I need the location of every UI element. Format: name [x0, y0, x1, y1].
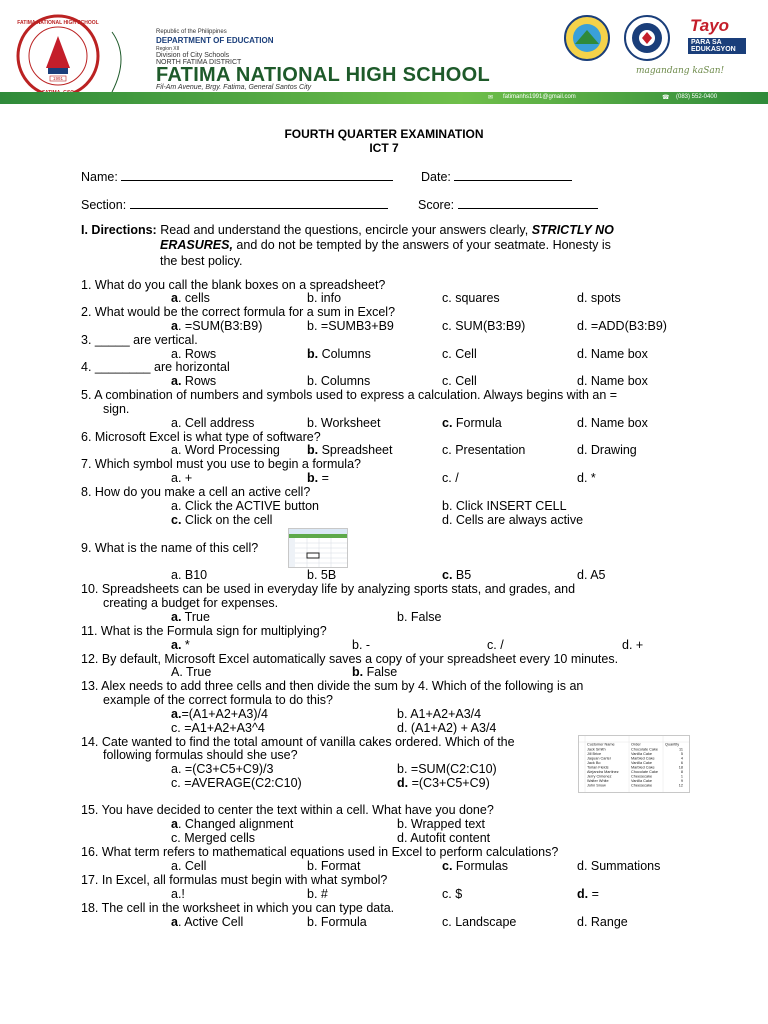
table14-cell: Marbled Cake	[631, 765, 655, 770]
q10-a-marker: a.	[171, 610, 182, 624]
q17-option-b[interactable]: b. #	[307, 887, 328, 901]
seal-year: 1991	[52, 76, 64, 81]
score-blank[interactable]	[458, 197, 598, 209]
name-field[interactable]	[81, 169, 393, 184]
question-17: 17. In Excel, all formulas must begin with what symbol?	[81, 873, 388, 887]
question-7: 7. Which symbol must you use to begin a formula?	[81, 457, 361, 471]
directions-line-3: the best policy.	[160, 254, 243, 268]
q18-option-a[interactable]: a. Active Cell	[171, 915, 244, 929]
q18-option-c[interactable]: c. Landscape	[442, 915, 517, 929]
q14-option-d[interactable]: d. =(C3+C5+C9)	[397, 776, 490, 790]
q18-option-b[interactable]: b. Formula	[307, 915, 367, 929]
question-5-cont: sign.	[103, 402, 130, 416]
table14-header-qty: Quantity	[665, 742, 680, 747]
q5-option-c[interactable]: c. Formula	[442, 416, 502, 430]
q3-b-marker: b.	[307, 347, 319, 361]
question-18: 18. The cell in the worksheet in which you can type data.	[81, 901, 395, 915]
q9-option-a[interactable]: a. B10	[171, 568, 208, 582]
seal-text-top: FATIMA NATIONAL HIGH SCHOOL	[17, 20, 99, 26]
table14-cell: 8	[680, 770, 683, 774]
q3-option-c[interactable]: c. Cell	[442, 347, 477, 361]
q5-option-b[interactable]: b. Worksheet	[307, 416, 381, 430]
exam-subject: ICT 7	[369, 141, 399, 155]
q5-option-d[interactable]: d. Name box	[577, 416, 648, 430]
q4-option-b[interactable]: b. Columns	[307, 374, 371, 388]
q6-b-marker: b.	[307, 443, 319, 457]
date-label: Date:	[421, 170, 451, 184]
question-14: 14. Cate wanted to find the total amount of vanilla cakes ordered. Which of the	[81, 735, 515, 749]
question-15: 15. You have decided to center the text within a cell. What have you done?	[81, 803, 494, 817]
q7-option-c[interactable]: c. /	[442, 471, 459, 485]
q12-option-a[interactable]: A. True	[171, 665, 212, 679]
q18-a-marker: a	[171, 915, 178, 929]
q1-option-a[interactable]: a. cells	[171, 291, 210, 305]
q18-option-d[interactable]: d. Range	[577, 915, 628, 929]
q8-option-b[interactable]: b. Click INSERT CELL	[442, 499, 567, 513]
q3-option-a[interactable]: a. Rows	[171, 347, 217, 361]
q11-option-a[interactable]: a. *	[171, 638, 190, 652]
q15-option-a[interactable]: a. Changed alignment	[171, 817, 294, 831]
school-name: FATIMA NATIONAL HIGH SCHOOL	[156, 64, 491, 86]
question-16: 16. What term refers to mathematical equations used in Excel to perform calculations?	[81, 845, 559, 859]
q13-option-b[interactable]: b. A1+A2+A3/4	[397, 707, 482, 721]
q15-option-c[interactable]: c. Merged cells	[171, 831, 256, 845]
table14-cell: Chocolate Cake	[631, 747, 659, 752]
table14-cell: 4	[680, 756, 683, 761]
q12-option-b[interactable]: b. False	[352, 665, 398, 679]
question-10-cont: creating a budget for expenses.	[103, 596, 279, 610]
table14-cell: Jerry Cimenez	[587, 774, 612, 779]
question-4: 4. ________ are horizontal	[81, 360, 230, 374]
table14-cell: Jaquan Carter	[587, 756, 612, 761]
q1-option-d[interactable]: d. spots	[577, 291, 621, 305]
directions-label: I. Directions:	[81, 223, 157, 237]
table14-cell: 5	[680, 752, 683, 756]
q7-option-d[interactable]: d. *	[577, 471, 596, 485]
question-10: 10. Spreadsheets can be used in everyday life by analyzing sports stats, and grades, and	[81, 582, 576, 596]
table14-cell: 9	[680, 779, 683, 783]
question-11: 11. What is the Formula sign for multiplying?	[81, 624, 327, 638]
q11-option-c[interactable]: c. /	[487, 638, 504, 652]
q15-option-d[interactable]: d. Autofit content	[397, 831, 491, 845]
question-8: 8. How do you make a cell an active cell?	[81, 485, 311, 499]
q6-option-d[interactable]: d. Drawing	[577, 443, 637, 457]
school-phone: (083) 552-0400	[676, 94, 718, 100]
question-13-cont: example of the correct formula to do this?	[103, 693, 333, 707]
table14-cell: Walter White	[587, 779, 609, 783]
tayo-brand: Tayo	[690, 16, 730, 35]
district-line: NORTH FATIMA DISTRICT	[156, 59, 242, 66]
question-3: 3. _____ are vertical.	[81, 333, 198, 347]
mail-icon: ✉	[488, 95, 494, 101]
q17-option-a[interactable]: a.!	[171, 887, 185, 901]
table14-header-order: Order	[631, 742, 641, 747]
q13-option-a[interactable]: a.=(A1+A2+A3)/4	[171, 707, 268, 721]
tayo-tagline: PARA SA EDUKASYON	[688, 38, 746, 54]
table14-cell: Jack Smith	[587, 747, 606, 752]
section-blank[interactable]	[130, 197, 388, 209]
q7-b-marker: b.	[307, 471, 319, 485]
q10-option-b[interactable]: b. False	[397, 610, 442, 624]
table14-cell: Marbled Cake	[631, 756, 655, 761]
q4-option-c[interactable]: c. Cell	[442, 374, 477, 388]
q11-option-b[interactable]: b. -	[352, 638, 371, 652]
q16-c-marker: c.	[442, 859, 453, 873]
q7-option-b[interactable]: b. =	[307, 471, 329, 485]
q15-a-marker: a	[171, 817, 178, 831]
q1-option-b[interactable]: b. info	[307, 291, 342, 305]
region-line: Region XII	[156, 46, 180, 52]
q16-option-b[interactable]: b. Format	[307, 859, 361, 873]
deped-seal-icon	[622, 14, 672, 62]
q8-option-d[interactable]: d. Cells are always active	[442, 513, 584, 527]
q4-a-marker: a.	[171, 374, 182, 388]
q1-option-c[interactable]: c. squares	[442, 291, 500, 305]
department-line: DEPARTMENT OF EDUCATION	[156, 36, 274, 45]
tayo-logo	[684, 14, 746, 54]
school-seal-icon	[12, 12, 150, 102]
header-stripe	[0, 92, 768, 104]
question-9: 9. What is the name of this cell?	[81, 541, 259, 555]
slogan: magandang kaSan!	[636, 66, 725, 76]
q14-option-a[interactable]: a. =(C3+C5+C9)/3	[171, 762, 274, 776]
directions-emphasis-1: STRICTLY NO	[531, 223, 614, 237]
q13-a-marker: a.	[171, 707, 182, 721]
q8-c-marker: c.	[171, 513, 182, 527]
q5-option-a[interactable]: a. Cell address	[171, 416, 255, 430]
q11-a-marker: a.	[171, 638, 182, 652]
q6-option-c[interactable]: c. Presentation	[442, 443, 526, 457]
city-seal-icon	[562, 14, 612, 62]
q6-option-a[interactable]: a. Word Processing	[171, 443, 280, 457]
table14-cell: 12	[678, 783, 683, 788]
table14-cell: Torian Fields	[587, 765, 609, 770]
exam-title: FOURTH QUARTER EXAMINATION	[284, 127, 484, 141]
table14-cell: John Snow	[587, 783, 606, 788]
table14-cell: Alejandra Martinez	[587, 770, 619, 774]
q2-option-a[interactable]: a. =SUM(B3:B9)	[171, 319, 263, 333]
q13-option-d[interactable]: d. (A1+A2) + A3/4	[397, 721, 497, 735]
q4-option-d[interactable]: d. Name box	[577, 374, 648, 388]
phone-icon: ☎	[662, 95, 670, 101]
q12-b-marker: b.	[352, 665, 364, 679]
q11-option-d[interactable]: d. +	[622, 638, 644, 652]
directions-text-2: and do not be tempted by the answers of your seatmate. Honesty is	[232, 238, 611, 252]
table14-cell: Vanilla Cake	[631, 761, 653, 765]
excel-cell-screenshot	[288, 528, 348, 568]
name-blank[interactable]	[121, 169, 393, 181]
q9-option-c[interactable]: c. B5	[442, 568, 472, 582]
question-14-cont: following formulas should she use?	[103, 748, 298, 762]
q15-option-b[interactable]: b. Wrapped text	[397, 817, 486, 831]
question-13: 13. Alex needs to add three cells and then divide the sum by 4. Which of the following is an	[81, 679, 584, 693]
directions-line-2	[160, 238, 611, 252]
table14-cell: 11	[679, 747, 683, 752]
q4-option-a[interactable]: a. Rows	[171, 374, 217, 388]
q10-option-a[interactable]: a. True	[171, 610, 210, 624]
q13-option-c[interactable]: c. =A1+A2+A3^4	[171, 721, 265, 735]
section-field[interactable]	[81, 197, 388, 212]
q2-option-c[interactable]: c. SUM(B3:B9)	[442, 319, 526, 333]
question-12: 12. By default, Microsoft Excel automatically saves a copy of your spreadsheet every 10 minutes.	[81, 652, 619, 666]
q17-d-marker: d.	[577, 887, 589, 901]
table14-cell: Vanilla Cake	[631, 752, 653, 756]
q8-option-a[interactable]: a. Click the ACTIVE button	[171, 499, 319, 513]
q5-c-marker: c.	[442, 416, 453, 430]
q2-a-marker: a	[171, 319, 178, 333]
table14-cell: 6	[680, 761, 683, 765]
q2-option-d[interactable]: d. =ADD(B3:B9)	[577, 319, 667, 333]
q17-option-d[interactable]: d. =	[577, 887, 599, 901]
table14-cell: Chocolate Cake	[631, 770, 659, 774]
q16-option-d[interactable]: d. Summations	[577, 859, 661, 873]
date-field[interactable]	[421, 169, 572, 184]
question-5: 5. A combination of numbers and symbols used to express a calculation. Always begins with an =	[81, 388, 618, 402]
q6-option-b[interactable]: b. Spreadsheet	[307, 443, 393, 457]
name-label: Name:	[81, 170, 118, 184]
q2-option-b[interactable]: b. =SUMB3+B9	[307, 319, 394, 333]
table14-header-name: Customer Name	[587, 742, 615, 747]
school-email: fatimanhs1991@gmail.com	[503, 94, 576, 100]
date-blank[interactable]	[454, 169, 572, 181]
directions-emphasis-2: ERASURES,	[160, 238, 233, 252]
table14-cell: Jill Brice	[587, 752, 602, 756]
table14-cell: 18	[678, 765, 683, 770]
cake-orders-table	[578, 735, 690, 793]
q3-option-b[interactable]: b. Columns	[307, 347, 371, 361]
q8-option-c[interactable]: c. Click on the cell	[171, 513, 273, 527]
table14-cell: Jack Bo	[587, 761, 601, 765]
republic-line: Republic of the Philippines	[156, 29, 227, 35]
table14-cell: 1	[680, 774, 683, 779]
directions-line-1	[81, 223, 614, 237]
question-6: 6. Microsoft Excel is what type of software?	[81, 430, 321, 444]
table14-cell: Cheesecake	[631, 783, 653, 788]
q17-option-c[interactable]: c. $	[442, 887, 463, 901]
section-label: Section:	[81, 198, 127, 212]
q9-c-marker: c.	[442, 568, 453, 582]
q9-option-b[interactable]: b. 5B	[307, 568, 337, 582]
q1-a-marker: a	[171, 291, 178, 305]
table14-cell: Vanilla Cake	[631, 779, 653, 783]
directions-text-1: Read and understand the questions, encircle your answers clearly,	[156, 223, 532, 237]
question-1: 1. What do you call the blank boxes on a spreadsheet?	[81, 278, 386, 292]
q9-option-d[interactable]: d. A5	[577, 568, 606, 582]
q16-option-a[interactable]: a. Cell	[171, 859, 207, 873]
letterhead	[0, 0, 768, 108]
q14-option-c[interactable]: c. =AVERAGE(C2:C10)	[171, 776, 302, 790]
score-field[interactable]	[418, 197, 598, 212]
q7-option-a[interactable]: a. +	[171, 471, 193, 485]
q16-option-c[interactable]: c. Formulas	[442, 859, 509, 873]
division-line: Division of City Schools	[156, 52, 230, 59]
table14-cell: Cheesecake	[631, 774, 653, 779]
q14-d-marker: d.	[397, 776, 409, 790]
q3-option-d[interactable]: d. Name box	[577, 347, 648, 361]
question-2: 2. What would be the correct formula for a sum in Excel?	[81, 305, 396, 319]
score-label: Score:	[418, 198, 455, 212]
q14-option-b[interactable]: b. =SUM(C2:C10)	[397, 762, 497, 776]
school-address: Fil-Am Avenue, Brgy. Fatima, General Santos City	[156, 84, 312, 91]
